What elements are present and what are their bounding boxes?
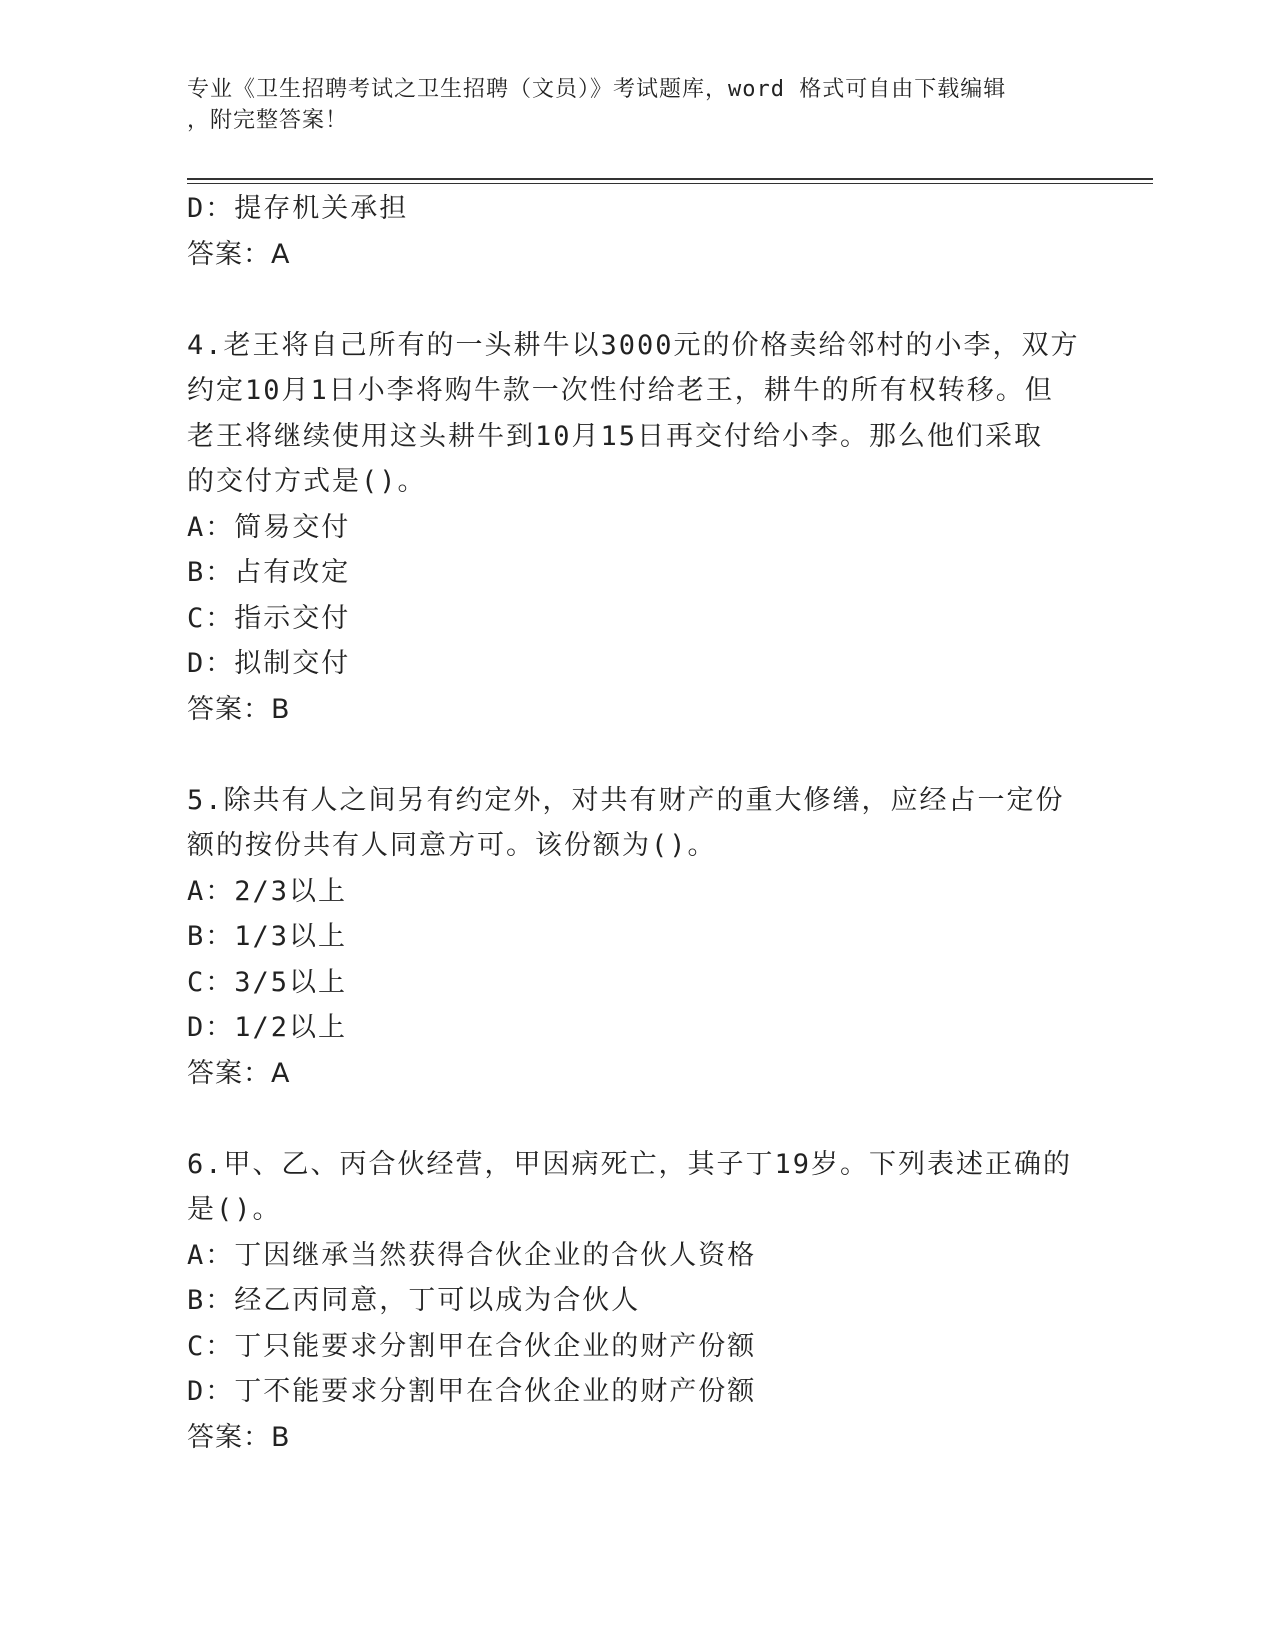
option-d: D：拟制交付 bbox=[187, 648, 351, 679]
document-header bbox=[187, 74, 1067, 136]
header-rule-top bbox=[187, 178, 1153, 180]
answer-line: 答案：B bbox=[187, 1421, 291, 1453]
answer-line: 答案：A bbox=[187, 1057, 291, 1089]
header-line-2: ，附完整答案！ bbox=[187, 108, 349, 133]
question-4 bbox=[187, 323, 1087, 733]
question-stem-line: 是()。 bbox=[187, 1194, 282, 1225]
question-stem-line: 6.甲、乙、丙合伙经营，甲因病死亡，其子丁19岁。下列表述正确的 bbox=[187, 1148, 1073, 1180]
option-b: B：占有改定 bbox=[187, 557, 351, 588]
option-d: D：丁不能要求分割甲在合伙企业的财产份额 bbox=[187, 1376, 757, 1407]
question-stem-line: 额的按份共有人同意方可。该份额为()。 bbox=[187, 830, 717, 861]
document-body bbox=[187, 186, 1087, 1460]
option-a: A：简易交付 bbox=[187, 511, 351, 543]
answer-line: 答案：B bbox=[187, 693, 291, 725]
option-d: D：1/2以上 bbox=[187, 1012, 348, 1043]
option-b: B：经乙丙同意，丁可以成为合伙人 bbox=[187, 1285, 641, 1316]
question-stem-line: 的交付方式是()。 bbox=[187, 466, 427, 497]
answer-line: 答案：A bbox=[187, 238, 291, 270]
previous-question-tail bbox=[187, 186, 1087, 277]
question-stem-line: 4.老王将自己所有的一头耕牛以3000元的价格卖给邻村的小李，双方 bbox=[187, 329, 1080, 361]
question-stem-line: 老王将继续使用这头耕牛到10月15日再交付给小李。那么他们采取 bbox=[187, 420, 1044, 452]
option-c: C：指示交付 bbox=[187, 602, 351, 634]
question-6 bbox=[187, 1142, 1087, 1461]
option-d: D：提存机关承担 bbox=[187, 193, 409, 224]
question-stem-line: 5.除共有人之间另有约定外，对共有财产的重大修缮，应经占一定份 bbox=[187, 784, 1065, 816]
option-c: C：3/5以上 bbox=[187, 966, 348, 998]
header-line-1: 专业《卫生招聘考试之卫生招聘（文员）》考试题库，word 格式可自由下载编辑 bbox=[187, 77, 1007, 102]
option-a: A：丁因继承当然获得合伙企业的合伙人资格 bbox=[187, 1239, 757, 1271]
question-5 bbox=[187, 778, 1087, 1097]
option-c: C：丁只能要求分割甲在合伙企业的财产份额 bbox=[187, 1330, 757, 1362]
question-stem-line: 约定10月1日小李将购牛款一次性付给老王，耕牛的所有权转移。但 bbox=[187, 375, 1054, 406]
header-rule-bottom bbox=[187, 183, 1153, 184]
option-a: A：2/3以上 bbox=[187, 875, 348, 907]
option-b: B：1/3以上 bbox=[187, 921, 348, 952]
